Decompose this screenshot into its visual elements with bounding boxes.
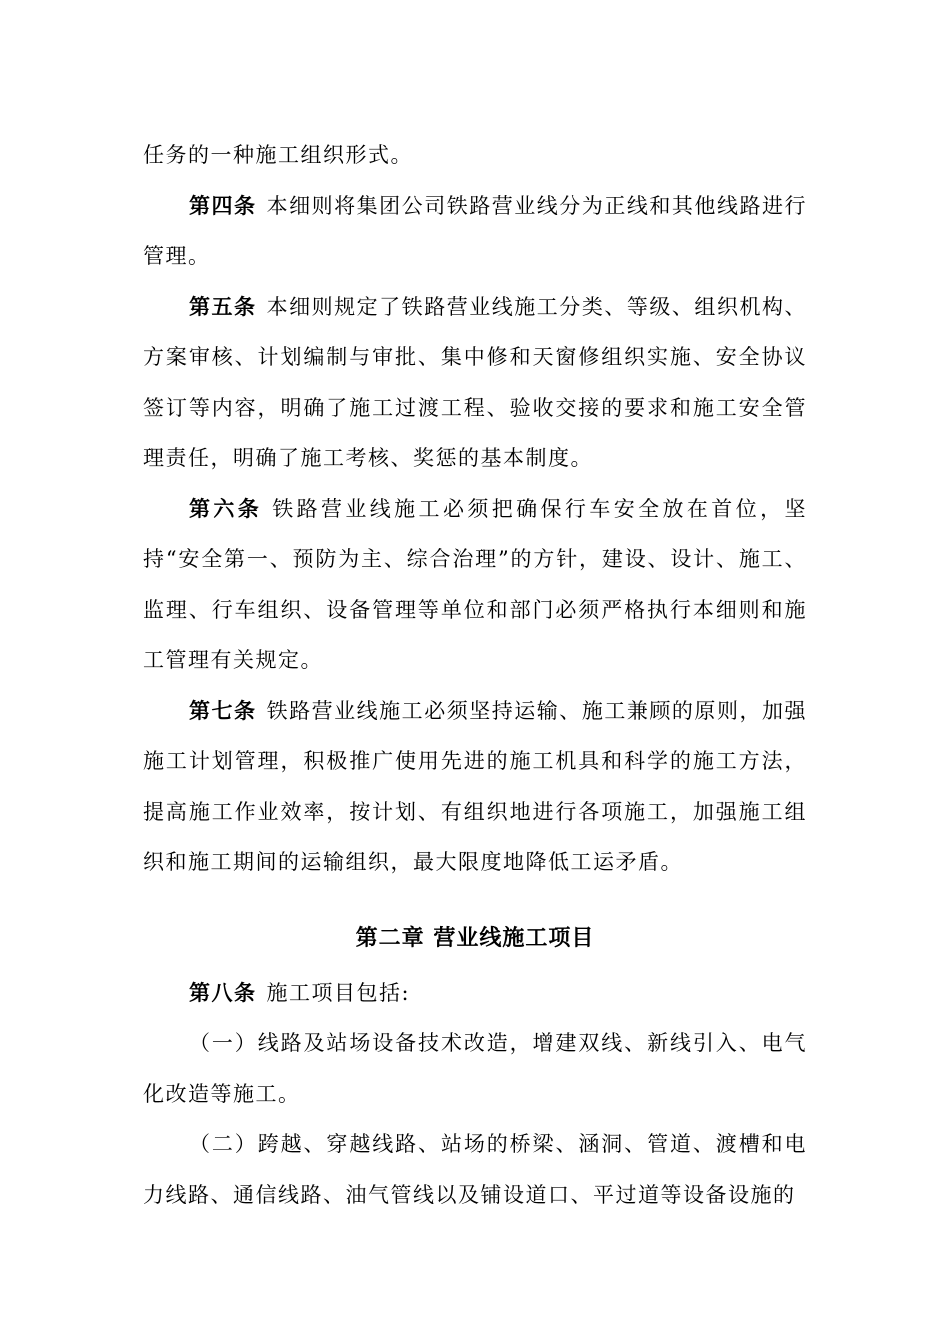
list-item-text: （二）跨越、穿越线路、站场的桥梁、涵洞、管道、渡槽和电力线路、通信线路、油气管线以及铺设道口、平过道等设备设施的 <box>143 1132 807 1207</box>
article-text: 本细则将集团公司铁路营业线分为正线和其他线路进行管理。 <box>143 193 808 268</box>
article-text: 铁路营业线施工必须坚持运输、施工兼顾的原则，加强施工计划管理，积极推广使用先进的施工机具和科学的施工方法，提高施工作业效率，按计划、有组织地进行各项施工，加强施工组织和施工期间的运输组织，最大限度地降低工运矛盾。 <box>143 698 808 874</box>
list-item-text: （一）线路及站场设备技术改造，增建双线、新线引入、电气化改造等施工。 <box>143 1031 807 1106</box>
chapter-heading: 第二章 营业线施工项目 <box>355 925 595 951</box>
article-4 <box>143 181 807 282</box>
article-text: 铁路营业线施工必须把确保行车安全放在首位，坚持“安全第一、预防为主、综合治理”的方针，建设、设计、施工、监理、行车组织、设备管理等单位和部门必须严格执行本细则和施工管理有关规定。 <box>143 496 807 672</box>
article-number: 第七条 <box>189 698 257 723</box>
article-7 <box>143 686 807 888</box>
list-item-2 <box>143 1119 807 1220</box>
article-5 <box>143 282 807 484</box>
article-6 <box>143 484 807 686</box>
article-number: 第八条 <box>189 980 257 1005</box>
article-8 <box>143 968 807 1019</box>
article-number: 第五条 <box>189 294 257 319</box>
article-number: 第四条 <box>189 193 257 218</box>
document-page <box>143 130 807 1220</box>
article-text: 本细则规定了铁路营业线施工分类、等级、组织机构、方案审核、计划编制与审批、集中修和天窗修组织实施、安全协议签订等内容，明确了施工过渡工程、验收交接的要求和施工安全管理责任，明确了施工考核、奖惩的基本制度。 <box>143 294 808 470</box>
list-item-1 <box>143 1018 807 1119</box>
paragraph-text: 任务的一种施工组织形式。 <box>143 143 413 167</box>
paragraph-continuation <box>143 130 807 181</box>
article-number: 第六条 <box>189 496 263 521</box>
article-text: 施工项目包括: <box>266 980 411 1005</box>
